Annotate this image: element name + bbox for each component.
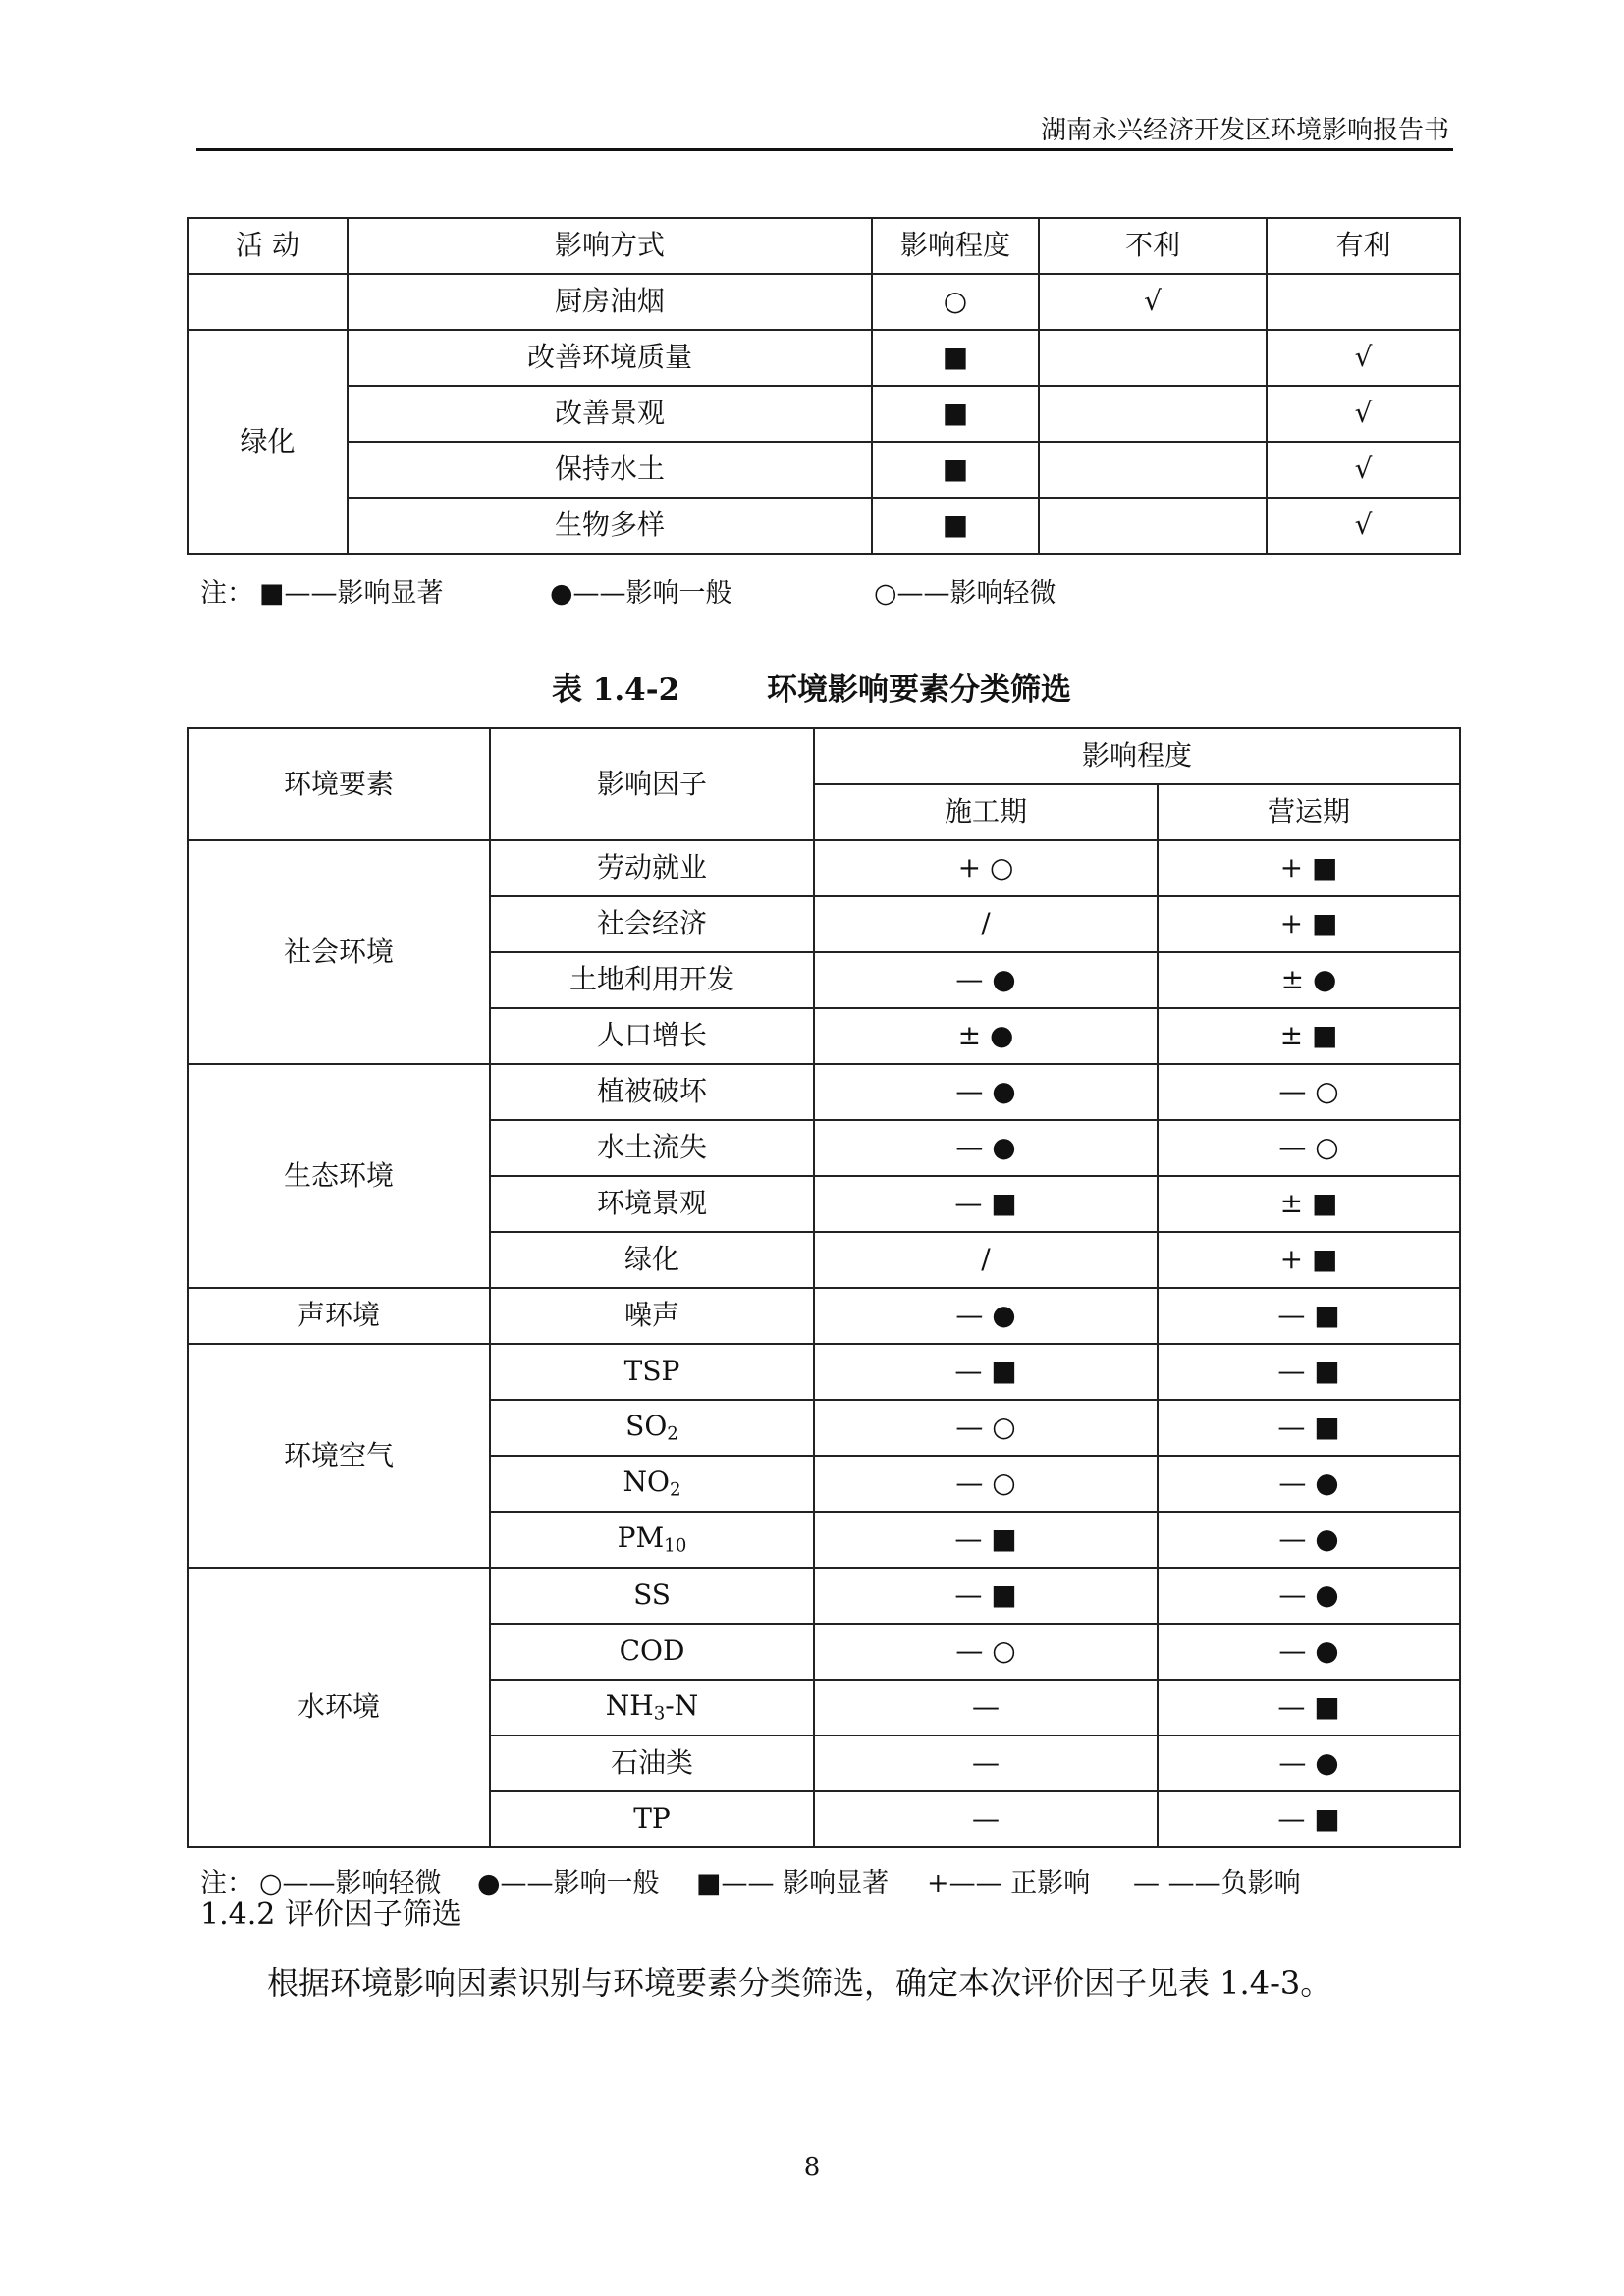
- legend-item: ○——影响轻微: [874, 578, 1056, 609]
- construction-cell: —: [814, 1791, 1158, 1847]
- factor-cell: [490, 1456, 814, 1512]
- operation-cell: + ■: [1158, 840, 1460, 896]
- factor-subscript: 10: [664, 1535, 687, 1557]
- degree-cell: ■: [872, 498, 1039, 554]
- header-rule: [196, 148, 1453, 151]
- section-heading: 1.4.2 评价因子筛选: [200, 1897, 461, 1932]
- operation-cell: ± ■: [1158, 1008, 1460, 1064]
- beneficial-cell: √: [1267, 498, 1460, 554]
- element-screening-table: [187, 727, 1461, 1848]
- construction-cell: — ●: [814, 1120, 1158, 1176]
- body-paragraph: 根据环境影响因素识别与环境要素分类筛选，确定本次评价因子见表 1.4-3。: [267, 1964, 1332, 2002]
- activity-cell: [188, 274, 348, 330]
- construction-cell: — ■: [814, 1344, 1158, 1400]
- factor-cell: [490, 1512, 814, 1568]
- table2-caption-title: 环境影响要素分类筛选: [767, 672, 1071, 708]
- table-row: [188, 442, 1460, 498]
- legend-item: ●——影响一般: [550, 578, 732, 609]
- col-header-adverse: 不利: [1039, 218, 1267, 274]
- factor-cell: 绿化: [490, 1232, 814, 1288]
- col-header-degree: 影响程度: [814, 728, 1460, 784]
- table-row: [188, 1288, 1460, 1344]
- operation-cell: — ●: [1158, 1512, 1460, 1568]
- construction-cell: — ●: [814, 952, 1158, 1008]
- table-header-row: [188, 218, 1460, 274]
- col-header-construction: 施工期: [814, 784, 1158, 840]
- adverse-cell: [1039, 386, 1267, 442]
- factor-base: SO: [625, 1409, 668, 1442]
- table2-caption-number: 表 1.4-2: [552, 672, 680, 708]
- factor-suffix: -N: [665, 1688, 699, 1722]
- factor-cell: 劳动就业: [490, 840, 814, 896]
- factor-cell: [490, 1680, 814, 1735]
- table-row: [188, 386, 1460, 442]
- legend-item: +—— 正影响: [927, 1868, 1091, 1898]
- operation-cell: — ■: [1158, 1400, 1460, 1456]
- factor-cell: TP: [490, 1791, 814, 1847]
- col-header-element: 环境要素: [188, 728, 490, 840]
- operation-cell: — ■: [1158, 1791, 1460, 1847]
- factor-cell: 社会经济: [490, 896, 814, 952]
- construction-cell: —: [814, 1735, 1158, 1791]
- construction-cell: + ○: [814, 840, 1158, 896]
- mode-cell: 改善环境质量: [348, 330, 872, 386]
- legend-item: ■—— 影响显著: [696, 1868, 890, 1898]
- construction-cell: — ■: [814, 1176, 1158, 1232]
- legend-item: ○——影响轻微: [259, 1868, 442, 1898]
- operation-cell: — ●: [1158, 1735, 1460, 1791]
- construction-cell: —: [814, 1680, 1158, 1735]
- element-group-cell: 社会环境: [188, 840, 490, 1064]
- operation-cell: + ■: [1158, 1232, 1460, 1288]
- degree-cell: ■: [872, 386, 1039, 442]
- construction-cell: — ■: [814, 1568, 1158, 1624]
- factor-base: NO: [623, 1465, 670, 1498]
- table-header-row: [188, 728, 1460, 784]
- element-group-cell: 水环境: [188, 1568, 490, 1847]
- factor-subscript: 3: [653, 1703, 666, 1725]
- col-header-beneficial: 有利: [1267, 218, 1460, 274]
- operation-cell: — ○: [1158, 1064, 1460, 1120]
- operation-cell: — ●: [1158, 1624, 1460, 1680]
- col-header-mode: 影响方式: [348, 218, 872, 274]
- factor-subscript: 2: [667, 1423, 678, 1445]
- element-group-cell: 环境空气: [188, 1344, 490, 1568]
- legend-item: ●——影响一般: [477, 1868, 660, 1898]
- factor-cell: SS: [490, 1568, 814, 1624]
- table-row: [188, 1568, 1460, 1624]
- legend-label: 注：: [200, 1868, 253, 1898]
- operation-cell: ± ●: [1158, 952, 1460, 1008]
- factor-cell: 人口增长: [490, 1008, 814, 1064]
- construction-cell: — ●: [814, 1064, 1158, 1120]
- factor-base: PM: [617, 1521, 665, 1554]
- factor-subscript: 2: [669, 1479, 681, 1501]
- construction-cell: — ○: [814, 1624, 1158, 1680]
- page-number: 8: [803, 2153, 821, 2182]
- element-group-cell: 声环境: [188, 1288, 490, 1344]
- operation-cell: ± ■: [1158, 1176, 1460, 1232]
- factor-cell: 石油类: [490, 1735, 814, 1791]
- factor-cell: 土地利用开发: [490, 952, 814, 1008]
- activity-cell: 绿化: [188, 330, 348, 554]
- factor-cell: 植被破坏: [490, 1064, 814, 1120]
- operation-cell: — ■: [1158, 1344, 1460, 1400]
- factor-cell: 水土流失: [490, 1120, 814, 1176]
- operation-cell: — ■: [1158, 1288, 1460, 1344]
- mode-cell: 保持水土: [348, 442, 872, 498]
- table-row: [188, 840, 1460, 896]
- factor-cell: TSP: [490, 1344, 814, 1400]
- construction-cell: — ○: [814, 1400, 1158, 1456]
- col-header-degree: 影响程度: [872, 218, 1039, 274]
- legend-label: 注：: [200, 578, 253, 609]
- degree-cell: ○: [872, 274, 1039, 330]
- table-row: [188, 330, 1460, 386]
- col-header-operation: 营运期: [1158, 784, 1460, 840]
- construction-cell: — ●: [814, 1288, 1158, 1344]
- construction-cell: — ○: [814, 1456, 1158, 1512]
- degree-cell: ■: [872, 330, 1039, 386]
- beneficial-cell: √: [1267, 442, 1460, 498]
- activity-impact-table: [187, 217, 1461, 555]
- operation-cell: — ■: [1158, 1680, 1460, 1735]
- degree-cell: ■: [872, 442, 1039, 498]
- factor-cell: 噪声: [490, 1288, 814, 1344]
- mode-cell: 生物多样: [348, 498, 872, 554]
- table-row: [188, 1064, 1460, 1120]
- table-row: [188, 1344, 1460, 1400]
- beneficial-cell: √: [1267, 386, 1460, 442]
- construction-cell: ± ●: [814, 1008, 1158, 1064]
- col-header-factor: 影响因子: [490, 728, 814, 840]
- mode-cell: 改善景观: [348, 386, 872, 442]
- beneficial-cell: √: [1267, 330, 1460, 386]
- operation-cell: — ●: [1158, 1568, 1460, 1624]
- legend-item: — ——负影响: [1133, 1868, 1301, 1898]
- operation-cell: + ■: [1158, 896, 1460, 952]
- operation-cell: — ●: [1158, 1456, 1460, 1512]
- table-row: [188, 274, 1460, 330]
- factor-cell: [490, 1400, 814, 1456]
- table-row: [188, 498, 1460, 554]
- mode-cell: 厨房油烟: [348, 274, 872, 330]
- construction-cell: — ■: [814, 1512, 1158, 1568]
- adverse-cell: [1039, 442, 1267, 498]
- construction-cell: /: [814, 1232, 1158, 1288]
- col-header-activity: 活 动: [188, 218, 348, 274]
- beneficial-cell: [1267, 274, 1460, 330]
- adverse-cell: [1039, 330, 1267, 386]
- legend-item: ■——影响显著: [259, 578, 444, 609]
- factor-base: NH: [605, 1688, 654, 1722]
- operation-cell: — ○: [1158, 1120, 1460, 1176]
- running-header: 湖南永兴经济开发区环境影响报告书: [1040, 116, 1449, 145]
- factor-cell: 环境景观: [490, 1176, 814, 1232]
- construction-cell: /: [814, 896, 1158, 952]
- factor-cell: COD: [490, 1624, 814, 1680]
- element-group-cell: 生态环境: [188, 1064, 490, 1288]
- adverse-cell: √: [1039, 274, 1267, 330]
- adverse-cell: [1039, 498, 1267, 554]
